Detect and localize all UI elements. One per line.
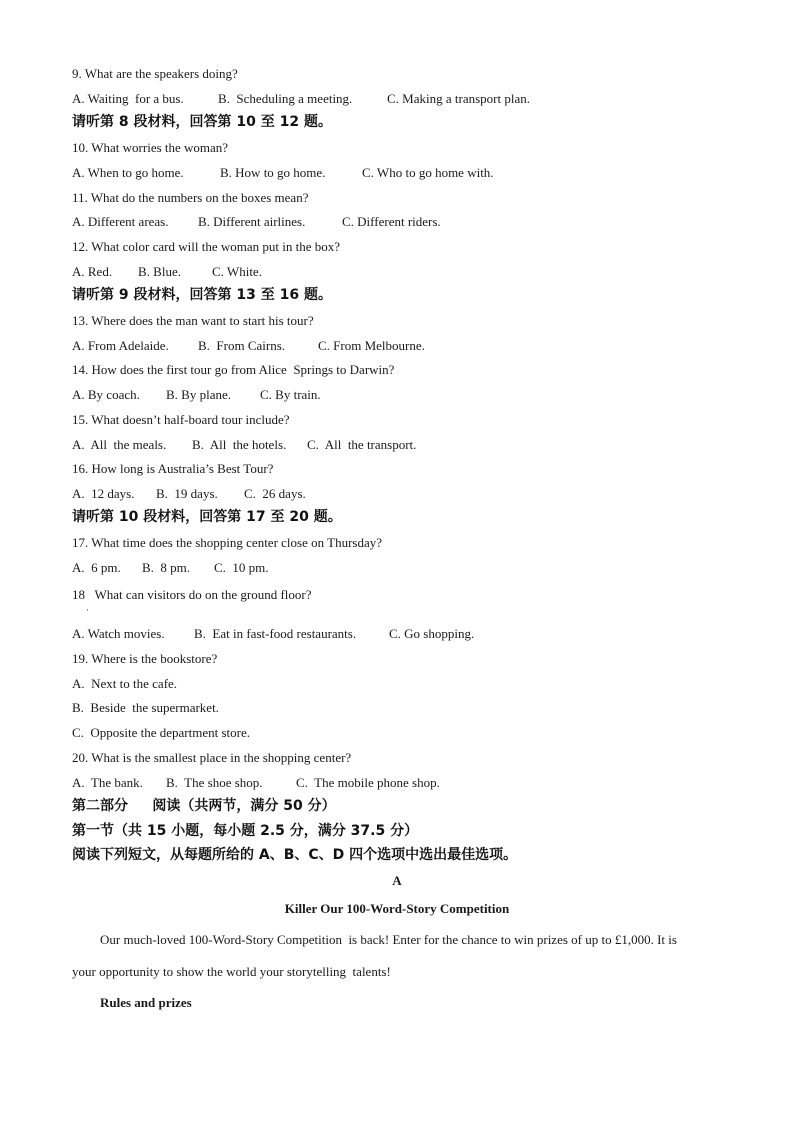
q18-option-c: C. Go shopping.	[389, 626, 475, 641]
part2-heading: 第二部分 阅读（共两节，满分 50 分）	[72, 798, 336, 814]
q16-option-c: C. 26 days.	[244, 486, 306, 501]
q11-option-a: A. Different areas.	[72, 214, 169, 229]
passage-letter: A	[392, 873, 402, 888]
section-heading-10: 请听第 10 段材料，回答第 17 至 20 题。	[72, 509, 342, 525]
question-9: 9. What are the speakers doing?	[72, 66, 238, 81]
question-16: 16. How long is Australia’s Best Tour?	[72, 461, 274, 476]
q9-option-c: C. Making a transport plan.	[387, 91, 530, 106]
stray-mark: ·	[86, 605, 89, 615]
section-heading-8: 请听第 8 段材料，回答第 10 至 12 题。	[72, 114, 332, 130]
q19-option-c: C. Opposite the department store.	[72, 725, 250, 740]
question-19: 19. Where is the bookstore?	[72, 651, 218, 666]
question-10: 10. What worries the woman?	[72, 140, 229, 155]
q11-option-c: C. Different riders.	[342, 214, 441, 229]
q18-option-b: B. Eat in fast-food restaurants.	[194, 626, 357, 641]
part2-section1-heading: 第一节（共 15 小题，每小题 2.5 分，满分 37.5 分）	[72, 823, 419, 839]
question-20: 20. What is the smallest place in the shopping center?	[72, 750, 352, 765]
q15-option-a: A. All the meals.	[72, 437, 167, 452]
q14-option-b: B. By plane.	[166, 387, 231, 402]
question-17: 17. What time does the shopping center close on Thursday?	[72, 535, 383, 550]
passage-title: Killer Our 100-Word-Story Competition	[284, 901, 510, 916]
question-15: 15. What doesn’t half-board tour include?	[72, 412, 290, 427]
q14-option-c: C. By train.	[260, 387, 321, 402]
q11-option-b: B. Different airlines.	[198, 214, 306, 229]
q16-option-a: A. 12 days.	[72, 486, 135, 501]
question-13: 13. Where does the man want to start his tour?	[72, 313, 314, 328]
question-11: 11. What do the numbers on the boxes mean?	[72, 190, 309, 205]
q16-option-b: B. 19 days.	[156, 486, 218, 501]
q10-option-c: C. Who to go home with.	[362, 165, 494, 180]
q18-option-a: A. Watch movies.	[72, 626, 165, 641]
section-heading-9: 请听第 9 段材料，回答第 13 至 16 题。	[72, 287, 332, 303]
q17-option-a: A. 6 pm.	[72, 560, 121, 575]
q13-option-a: A. From Adelaide.	[72, 338, 169, 353]
q12-option-c: C. White.	[212, 264, 262, 279]
q20-option-a: A. The bank.	[72, 775, 143, 790]
passage-paragraph-line-1: Our much-loved 100-Word-Story Competition is back! Enter for the chance to win prizes of up to £1,000. It is	[100, 932, 677, 947]
q10-option-a: A. When to go home.	[72, 165, 184, 180]
q15-option-c: C. All the transport.	[307, 437, 417, 452]
q19-option-b: B. Beside the supermarket.	[72, 700, 219, 715]
q9-option-a: A. Waiting for a bus.	[72, 91, 184, 106]
q12-option-b: B. Blue.	[138, 264, 181, 279]
q14-option-a: A. By coach.	[72, 387, 140, 402]
q10-option-b: B. How to go home.	[220, 165, 326, 180]
q19-option-a: A. Next to the cafe.	[72, 676, 178, 691]
question-12: 12. What color card will the woman put in the box?	[72, 239, 340, 254]
part2-instruction: 阅读下列短文，从每题所给的 A、B、C、D 四个选项中选出最佳选项。	[72, 847, 518, 863]
q13-option-b: B. From Cairns.	[198, 338, 286, 353]
q20-option-b: B. The shoe shop.	[166, 775, 263, 790]
passage-paragraph-line-2: your opportunity to show the world your storytelling talents!	[72, 964, 391, 979]
q12-option-a: A. Red.	[72, 264, 113, 279]
passage-subheading: Rules and prizes	[100, 995, 192, 1010]
q20-option-c: C. The mobile phone shop.	[296, 775, 440, 790]
question-14: 14. How does the first tour go from Alice Springs to Darwin?	[72, 362, 395, 377]
q17-option-c: C. 10 pm.	[214, 560, 269, 575]
q15-option-b: B. All the hotels.	[192, 437, 287, 452]
q17-option-b: B. 8 pm.	[142, 560, 191, 575]
question-18: 18 What can visitors do on the ground floor?	[72, 587, 312, 602]
q13-option-c: C. From Melbourne.	[318, 338, 425, 353]
q9-option-b: B. Scheduling a meeting.	[218, 91, 353, 106]
